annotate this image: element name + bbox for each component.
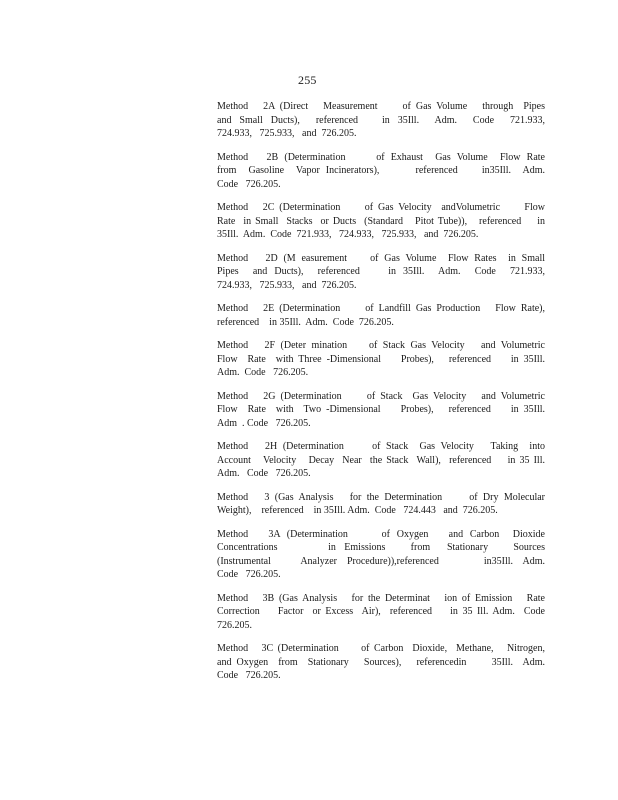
reference-line: Method 2B (Determination of Exhaust Gas Volume Flow Rate: [217, 151, 545, 163]
reference-line: Method 2E (Determination of Landfill Gas Production Flow Rate),: [217, 303, 545, 314]
reference-line: 724.933, 725.933, and 726.205.: [217, 279, 357, 291]
reference-line: Correction Factor or Excess Air), referenced in 35 Ill. Adm. Code: [217, 606, 545, 617]
reference-entry: [217, 100, 545, 141]
reference-line: referenced in 35Ill. Adm. Code 726.205.: [217, 316, 394, 328]
reference-entry: [217, 592, 545, 633]
reference-line: Code 726.205.: [217, 670, 281, 681]
reference-entry: [217, 151, 545, 192]
reference-line: Pipes and Ducts), referenced in 35Ill. Adm. Code 721.933,: [217, 266, 545, 277]
reference-entry: [217, 339, 545, 380]
reference-line: Rate in Small Stacks or Ducts (Standard Pitot Tube)), referenced in: [217, 215, 545, 227]
reference-entry: [217, 528, 545, 582]
reference-line: Adm . Code 726.205.: [217, 417, 311, 429]
reference-line: Method 2A (Direct Measurement of Gas Volume through Pipes: [217, 101, 545, 112]
reference-entry: [217, 201, 545, 242]
reference-line: Method 3C (Determination of Carbon Dioxide, Methane, Nitrogen,: [217, 643, 545, 654]
reference-line: Flow Rate with Two -Dimensional Probes), referenced in 35Ill.: [217, 404, 545, 415]
reference-entry: [217, 390, 545, 431]
reference-line: Method 2H (Determination of Stack Gas Velocity Taking into: [217, 441, 545, 452]
reference-line: 724.933, 725.933, and 726.205.: [217, 128, 357, 139]
reference-line: Method 2D (M easurement of Gas Volume Flow Rates in Small: [217, 252, 545, 264]
reference-line: Flow Rate with Three -Dimensional Probes), referenced in 35Ill.: [217, 353, 545, 365]
reference-entry: [217, 491, 545, 518]
reference-line: and Small Ducts), referenced in 35Ill. Adm. Code 721.933,: [217, 114, 545, 126]
reference-line: Method 2C (Determination of Gas Velocity andVolumetric Flow: [217, 202, 545, 213]
reference-list: [217, 100, 545, 693]
reference-line: Concentrations in Emissions from Stationary Sources: [217, 542, 545, 553]
reference-entry: [217, 302, 545, 329]
reference-entry: [217, 440, 545, 481]
reference-line: from Gasoline Vapor Incinerators), referenced in35Ill. Adm.: [217, 165, 545, 176]
reference-line: 35Ill. Adm. Code 721.933, 724.933, 725.933, and 726.205.: [217, 229, 479, 240]
reference-line: Code 726.205.: [217, 569, 281, 580]
reference-line: Adm. Code 726.205.: [217, 367, 309, 378]
reference-line: Account Velocity Decay Near the Stack Wall), referenced in 35 Ill.: [217, 454, 545, 466]
reference-line: Weight), referenced in 35Ill. Adm. Code 724.443 and 726.205.: [217, 505, 498, 516]
reference-line: Method 3A (Determination of Oxygen and Carbon Dioxide: [217, 528, 545, 540]
reference-line: Method 3 (Gas Analysis for the Determination of Dry Molecular: [217, 491, 545, 503]
reference-line: and Oxygen from Stationary Sources), referencedin 35Ill. Adm.: [217, 656, 545, 668]
reference-line: (Instrumental Analyzer Procedure)),referenced in35Ill. Adm.: [217, 555, 545, 567]
reference-entry: [217, 642, 545, 683]
reference-line: Method 2F (Deter mination of Stack Gas Velocity and Volumetric: [217, 340, 545, 351]
reference-line: Method 2G (Determination of Stack Gas Velocity and Volumetric: [217, 390, 545, 402]
reference-line: Method 3B (Gas Analysis for the Determinat ion of Emission Rate: [217, 592, 545, 604]
reference-line: 726.205.: [217, 619, 252, 631]
reference-line: Code 726.205.: [217, 178, 281, 190]
page-number: 255: [298, 73, 317, 87]
reference-line: Adm. Code 726.205.: [217, 468, 311, 479]
reference-entry: [217, 252, 545, 293]
